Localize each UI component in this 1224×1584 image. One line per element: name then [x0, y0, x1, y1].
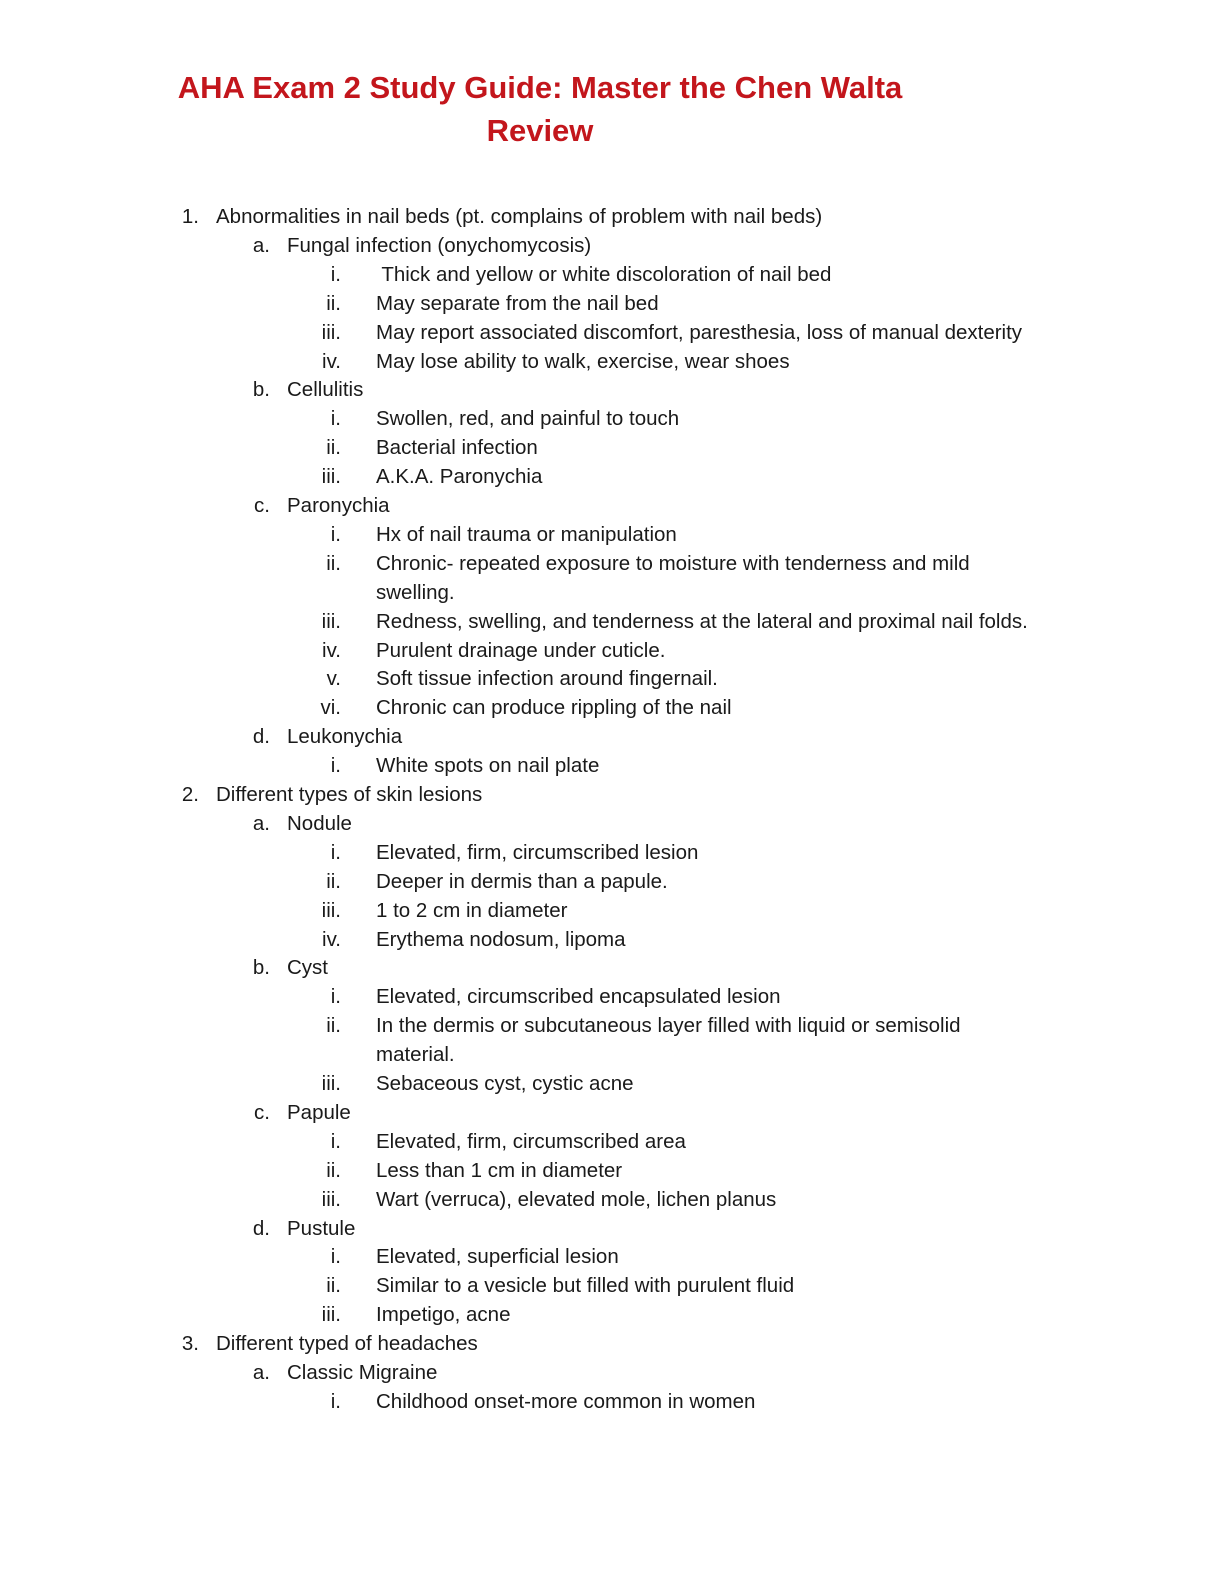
outline-item: [0, 1272, 1224, 1300]
outline-marker: c.: [254, 494, 270, 517]
outline-text: Elevated, circumscribed encapsulated lesion: [376, 985, 781, 1009]
outline-text: Less than 1 cm in diameter: [376, 1158, 623, 1182]
outline-marker: ii.: [326, 869, 341, 893]
outline-text: Classic Migraine: [287, 1361, 438, 1384]
outline-text: Impetigo, acne: [376, 1303, 511, 1327]
outline-item: [0, 637, 1224, 665]
outline-item: [0, 608, 1224, 636]
outline-marker: iii.: [321, 1303, 341, 1327]
outline-text: Papule: [287, 1100, 351, 1124]
outline-marker: ii.: [326, 436, 341, 460]
outline-item: [0, 897, 1224, 925]
outline-item: [0, 1099, 1224, 1127]
outline-text: swelling.: [376, 580, 455, 604]
title-line-1: AHA Exam 2 Study Guide: Master the Chen Walta: [177, 70, 903, 105]
outline-marker: c.: [254, 1100, 270, 1124]
outline-text: Elevated, superficial lesion: [376, 1245, 619, 1269]
outline-item: [0, 290, 1224, 318]
outline-item: [0, 983, 1224, 1011]
outline-item: [0, 781, 1224, 809]
outline-text: Hx of nail trauma or manipulation: [376, 522, 677, 546]
outline-marker: 2.: [181, 783, 199, 806]
outline-item: [0, 1243, 1224, 1271]
outline-text: Pustule: [287, 1216, 356, 1240]
outline-text: Thick and yellow or white discoloration of nail bed: [376, 262, 832, 286]
outline-text: May report associated discomfort, paresthesia, loss of manual dexterity: [376, 320, 1023, 344]
outline-item: [0, 1301, 1224, 1329]
outline-item: [0, 1330, 1224, 1358]
outline-text: Deeper in dermis than a papule.: [376, 869, 668, 893]
outline-marker: iii.: [321, 609, 341, 633]
outline-item: [0, 810, 1224, 838]
outline-marker: ii.: [326, 551, 341, 575]
outline-text: Cellulitis: [287, 378, 364, 402]
outline-text: Chronic- repeated exposure to moisture with tenderness and mild: [376, 551, 970, 575]
outline-text: Cyst: [287, 956, 328, 980]
outline-text: Paronychia: [287, 494, 390, 517]
outline-item: [0, 1388, 1224, 1416]
outline-item: [0, 1070, 1224, 1098]
outline-marker: i.: [330, 522, 341, 546]
outline-text: Soft tissue infection around fingernail.: [376, 667, 718, 691]
outline-item: [0, 319, 1224, 347]
outline-item: [0, 376, 1224, 404]
outline-text: A.K.A. Paronychia: [376, 465, 543, 489]
outline-marker: iv.: [322, 638, 341, 662]
outline-marker: iii.: [321, 898, 341, 922]
outline-item: [0, 463, 1224, 491]
outline-text: Bacterial infection: [376, 436, 538, 460]
outline-marker: a.: [252, 233, 270, 257]
outline-text: Different typed of headaches: [216, 1332, 478, 1356]
outline-item: [0, 434, 1224, 462]
outline-marker: vi.: [320, 696, 341, 720]
outline-text: Chronic can produce rippling of the nail: [376, 696, 732, 720]
outline-item: [0, 492, 1224, 520]
outline-marker: ii.: [326, 1158, 341, 1182]
outline-text: Childhood onset-more common in women: [376, 1389, 756, 1413]
outline-marker: 3.: [181, 1332, 199, 1356]
outline-item: [0, 1012, 1224, 1040]
outline-marker: d.: [252, 1216, 270, 1240]
outline-marker: i.: [330, 840, 341, 864]
outline-text: Sebaceous cyst, cystic acne: [376, 1072, 634, 1095]
outline-item: [0, 261, 1224, 289]
outline-marker: iii.: [321, 1187, 341, 1211]
outline-marker: i.: [330, 754, 341, 778]
outline-item: [0, 1186, 1224, 1214]
outline-marker: a.: [252, 811, 270, 835]
outline-marker: iv.: [322, 349, 341, 373]
outline-marker: i.: [330, 1245, 341, 1269]
outline-item: [0, 203, 1224, 231]
outline-marker: a.: [252, 1361, 270, 1384]
outline-marker: ii.: [326, 1014, 341, 1038]
outline-marker: iii.: [321, 1072, 341, 1095]
document-title: [150, 66, 930, 152]
outline-marker: i.: [330, 1389, 341, 1413]
outline-item: [0, 550, 1224, 578]
outline-text: Swollen, red, and painful to touch: [376, 407, 680, 431]
outline-item: [0, 521, 1224, 549]
outline-marker: i.: [330, 407, 341, 431]
outline-item: [0, 926, 1224, 954]
outline-item: [0, 1215, 1224, 1243]
outline-marker: 1.: [181, 205, 199, 228]
outline-item: [0, 1157, 1224, 1185]
outline-text: Fungal infection (onychomycosis): [287, 233, 592, 257]
outline-item: [0, 694, 1224, 722]
outline-item: [0, 405, 1224, 433]
outline-item: [0, 752, 1224, 780]
outline-marker: b.: [252, 956, 270, 980]
outline-text: material.: [376, 1043, 455, 1067]
outline-item: [0, 723, 1224, 751]
outline-item: [0, 839, 1224, 867]
outline-text: Erythema nodosum, lipoma: [376, 927, 626, 951]
outline-text: Purulent drainage under cuticle.: [376, 638, 666, 662]
outline-text: May lose ability to walk, exercise, wear shoes: [376, 349, 790, 373]
outline-text: White spots on nail plate: [376, 754, 600, 778]
outline-item: [0, 665, 1224, 693]
outline-marker: i.: [330, 985, 341, 1009]
outline-text: In the dermis or subcutaneous layer filled with liquid or semisolid: [376, 1014, 961, 1038]
outline-marker: b.: [252, 378, 270, 402]
outline-text: Similar to a vesicle but filled with purulent fluid: [376, 1274, 795, 1298]
outline-item: [0, 868, 1224, 896]
outline-item: [0, 1359, 1224, 1387]
outline-text: Redness, swelling, and tenderness at the lateral and proximal nail folds.: [376, 609, 1028, 633]
outline-marker: v.: [326, 667, 341, 691]
outline-marker: iv.: [322, 927, 341, 951]
outline-item: [0, 1128, 1224, 1156]
outline-text: Wart (verruca), elevated mole, lichen planus: [376, 1187, 777, 1211]
outline-marker: i.: [330, 1129, 341, 1153]
outline-item: [0, 954, 1224, 982]
outline-text: Elevated, firm, circumscribed area: [376, 1129, 686, 1153]
outline-text: Different types of skin lesions: [216, 783, 483, 806]
title-line-2: Review: [486, 113, 594, 148]
outline-marker: ii.: [326, 1274, 341, 1298]
outline-text: May separate from the nail bed: [376, 291, 659, 315]
outline-text: 1 to 2 cm in diameter: [376, 898, 568, 922]
outline-marker: iii.: [321, 465, 341, 489]
outline-marker: i.: [330, 262, 341, 286]
outline-item: [0, 348, 1224, 376]
outline-marker: ii.: [326, 291, 341, 315]
outline-item: [0, 579, 1224, 607]
outline-item: [0, 232, 1224, 260]
outline-text: Elevated, firm, circumscribed lesion: [376, 840, 699, 864]
outline-marker: iii.: [321, 320, 341, 344]
outline-text: Nodule: [287, 811, 352, 835]
outline-item: [0, 1041, 1224, 1069]
outline-text: Leukonychia: [287, 725, 403, 749]
outline-marker: d.: [252, 725, 270, 749]
outline-text: Abnormalities in nail beds (pt. complains of problem with nail beds): [216, 205, 823, 228]
